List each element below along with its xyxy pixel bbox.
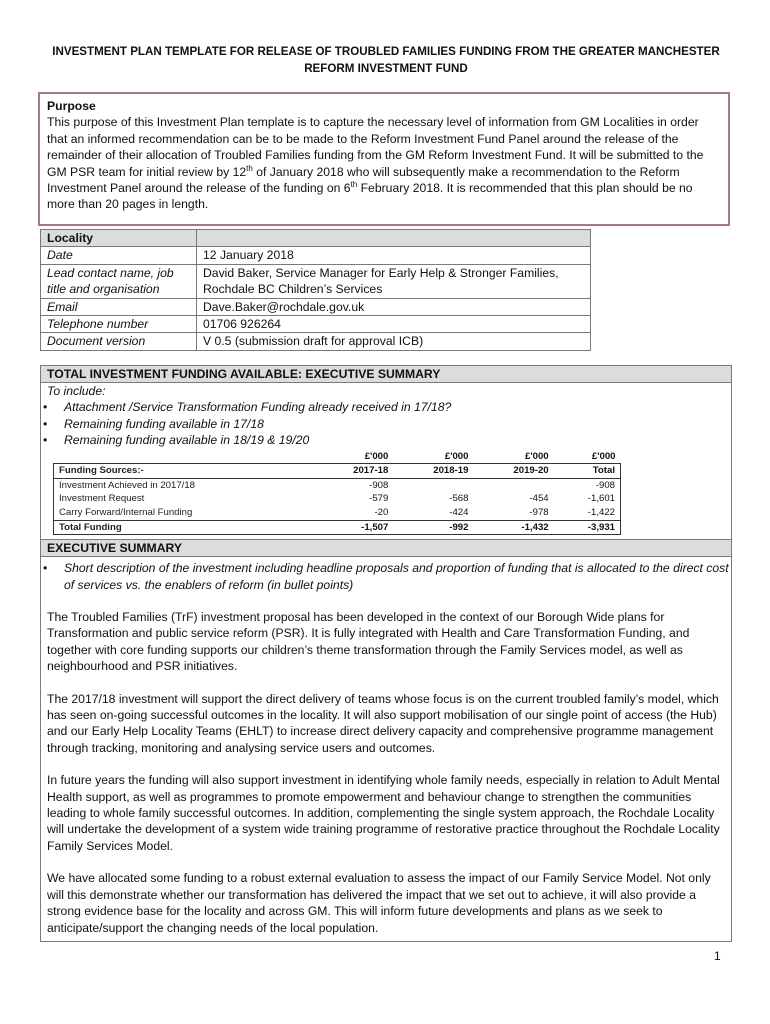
locality-key: Email	[41, 298, 197, 315]
funding-total-label: Total Funding	[54, 520, 314, 535]
locality-header-row	[41, 230, 591, 247]
executive-paragraph: The Troubled Families (TrF) investment proposal has been developed in the context of our Borough Wide plans for Transformation and public service reform (PSR). It is fully integrated with Health and Care Transformation Funding, and together with core funding supports our children’s theme transformation through the Family Services model, as well as neighbourhood and PSR initiatives.	[47, 610, 690, 674]
locality-key: Lead contact name, job title and organisation	[41, 264, 197, 298]
currency-label: £'000	[364, 450, 389, 462]
funding-cell: -424	[449, 507, 469, 518]
list-item: • Attachment /Service Transformation Funding already received in 17/18?	[41, 399, 731, 415]
table-row	[54, 506, 621, 520]
currency-label: £'000	[444, 450, 469, 462]
funding-cell: -579	[369, 493, 389, 505]
funding-row-label: Investment Request	[54, 492, 314, 506]
locality-key: Date	[41, 247, 197, 264]
funding-column-header: 2017-18	[313, 464, 393, 479]
list-item: • Remaining funding available in 17/18	[41, 416, 731, 432]
locality-row	[41, 247, 591, 264]
funding-total-cell: -1,432	[473, 520, 553, 535]
executive-paragraph: The 2017/18 investment will support the direct delivery of teams whose focus is on the current troubled family’s model, which has seen on-going successful outcomes in the locality. It will also support mobilisation of our single point of access (the Hub) and our Early Help Locality Teams (EHLT) to increase direct delivery capacity and comprehensive programme management through tracking, monitoring and analysing service users and outcomes.	[47, 691, 719, 755]
purpose-sup-1: th	[246, 163, 253, 173]
total-funding-header: TOTAL INVESTMENT FUNDING AVAILABLE: EXECUTIVE SUMMARY	[41, 366, 731, 383]
funding-cell: -1,422	[554, 506, 621, 520]
funding-cell: -1,601	[554, 492, 621, 506]
funding-cell: -454	[529, 493, 549, 505]
locality-value: 12 January 2018	[197, 247, 591, 264]
funding-total-cell: -3,931	[554, 520, 621, 535]
page-number: 1	[714, 949, 721, 963]
currency-label: £'000	[591, 450, 616, 462]
funding-cell: -908	[554, 478, 621, 492]
funding-cell	[393, 478, 473, 492]
funding-table	[53, 450, 621, 536]
locality-row	[41, 316, 591, 333]
locality-row	[41, 333, 591, 350]
locality-table	[40, 229, 591, 351]
locality-key: Telephone number	[41, 316, 197, 333]
locality-row	[41, 298, 591, 315]
funding-total-cell: -992	[393, 520, 473, 535]
locality-value: 01706 926264	[197, 316, 591, 333]
funding-cell: -908	[369, 479, 389, 491]
locality-value: David Baker, Service Manager for Early Help & Stronger Families, Rochdale BC Children’s Services	[197, 264, 591, 298]
list-item: • Remaining funding available in 18/19 & 19/20	[41, 432, 731, 448]
funding-row-label: Carry Forward/Internal Funding	[54, 506, 314, 520]
funding-total-row	[54, 520, 621, 535]
funding-column-header: 2018-19	[393, 464, 473, 479]
funding-cell: -568	[449, 493, 469, 505]
funding-cell	[473, 478, 553, 492]
purpose-text-1: This purpose of this Investment Plan template is to capture the necessary level of information from GM Localities in order that an informed recommendation can be to be made to the Reform Investment Fund Panel around the release of the remainder of their allocation of Troubled Families funding from the GM Reform Investment Fund. It will be submitted to the GM PSR team for initial review by 12	[47, 115, 704, 179]
funding-label-header: Funding Sources:-	[54, 464, 314, 479]
funding-header-row	[54, 464, 621, 479]
purpose-text-2: of January 2018 who will subsequently make a recommendation to the Reform Investment Panel around the release of the funding on 6	[47, 164, 680, 196]
locality-value: Dave.Baker@rochdale.gov.uk	[197, 298, 591, 315]
locality-key: Document version	[41, 333, 197, 350]
funding-cell: -20	[374, 507, 389, 518]
funding-column-header: 2019-20	[473, 464, 553, 479]
table-row	[54, 478, 621, 492]
total-funding-bullets	[41, 399, 731, 448]
executive-paragraph: In future years the funding will also support investment in identifying whole family needs, especially in relation to Adult Mental Health support, as well as programmes to promote empowerment and behaviour change to strengthen the communities leading to whole family successful outcomes. In addition, complementing the single system approach, the Rochdale Locality will undertake the development of a system wide training programme of restorative practice throughout the Rochdale Locality Family Services Model.	[47, 773, 720, 853]
purpose-heading: Purpose	[47, 99, 96, 113]
currency-row	[54, 450, 621, 464]
funding-total-cell: -1,507	[313, 520, 393, 535]
locality-row	[41, 264, 591, 298]
list-item: • Short description of the investment including headline proposals and proportion of funding that is allocated to the direct cost of services vs. the enablers of reform (in bullet points)	[41, 560, 731, 593]
locality-value: V 0.5 (submission draft for approval ICB)	[197, 333, 591, 350]
funding-column-header: Total	[554, 464, 621, 479]
purpose-box	[38, 92, 730, 226]
currency-label: £'000	[525, 450, 549, 462]
total-funding-intro: To include:	[47, 384, 106, 398]
funding-row-label: Investment Achieved in 2017/18	[54, 478, 314, 492]
purpose-text-3: February 2018. It is recommended that this plan should be no more than 20 pages in length.	[47, 181, 693, 212]
document-title: INVESTMENT PLAN TEMPLATE FOR RELEASE OF TROUBLED FAMILIES FUNDING FROM THE GREATER MANCHESTER REFORM INVESTMENT FUND	[52, 45, 720, 75]
executive-summary-header: EXECUTIVE SUMMARY	[41, 539, 731, 557]
executive-section	[40, 365, 732, 942]
executive-paragraph: We have allocated some funding to a robust external evaluation to assess the impact of our Family Service Model. Not only will this demonstrate whether our transformation has delivered the impact that we set out to achieve, it will also provide a strong evidence base for the locality and across GM. This will inform future developments and plans as we seek to anticipate/support the changing needs of the local population.	[47, 871, 711, 935]
table-row	[54, 492, 621, 506]
purpose-sup-2: th	[350, 179, 358, 189]
executive-summary-bullets	[41, 560, 731, 593]
locality-header: Locality	[41, 230, 197, 247]
funding-cell: -978	[529, 507, 549, 518]
